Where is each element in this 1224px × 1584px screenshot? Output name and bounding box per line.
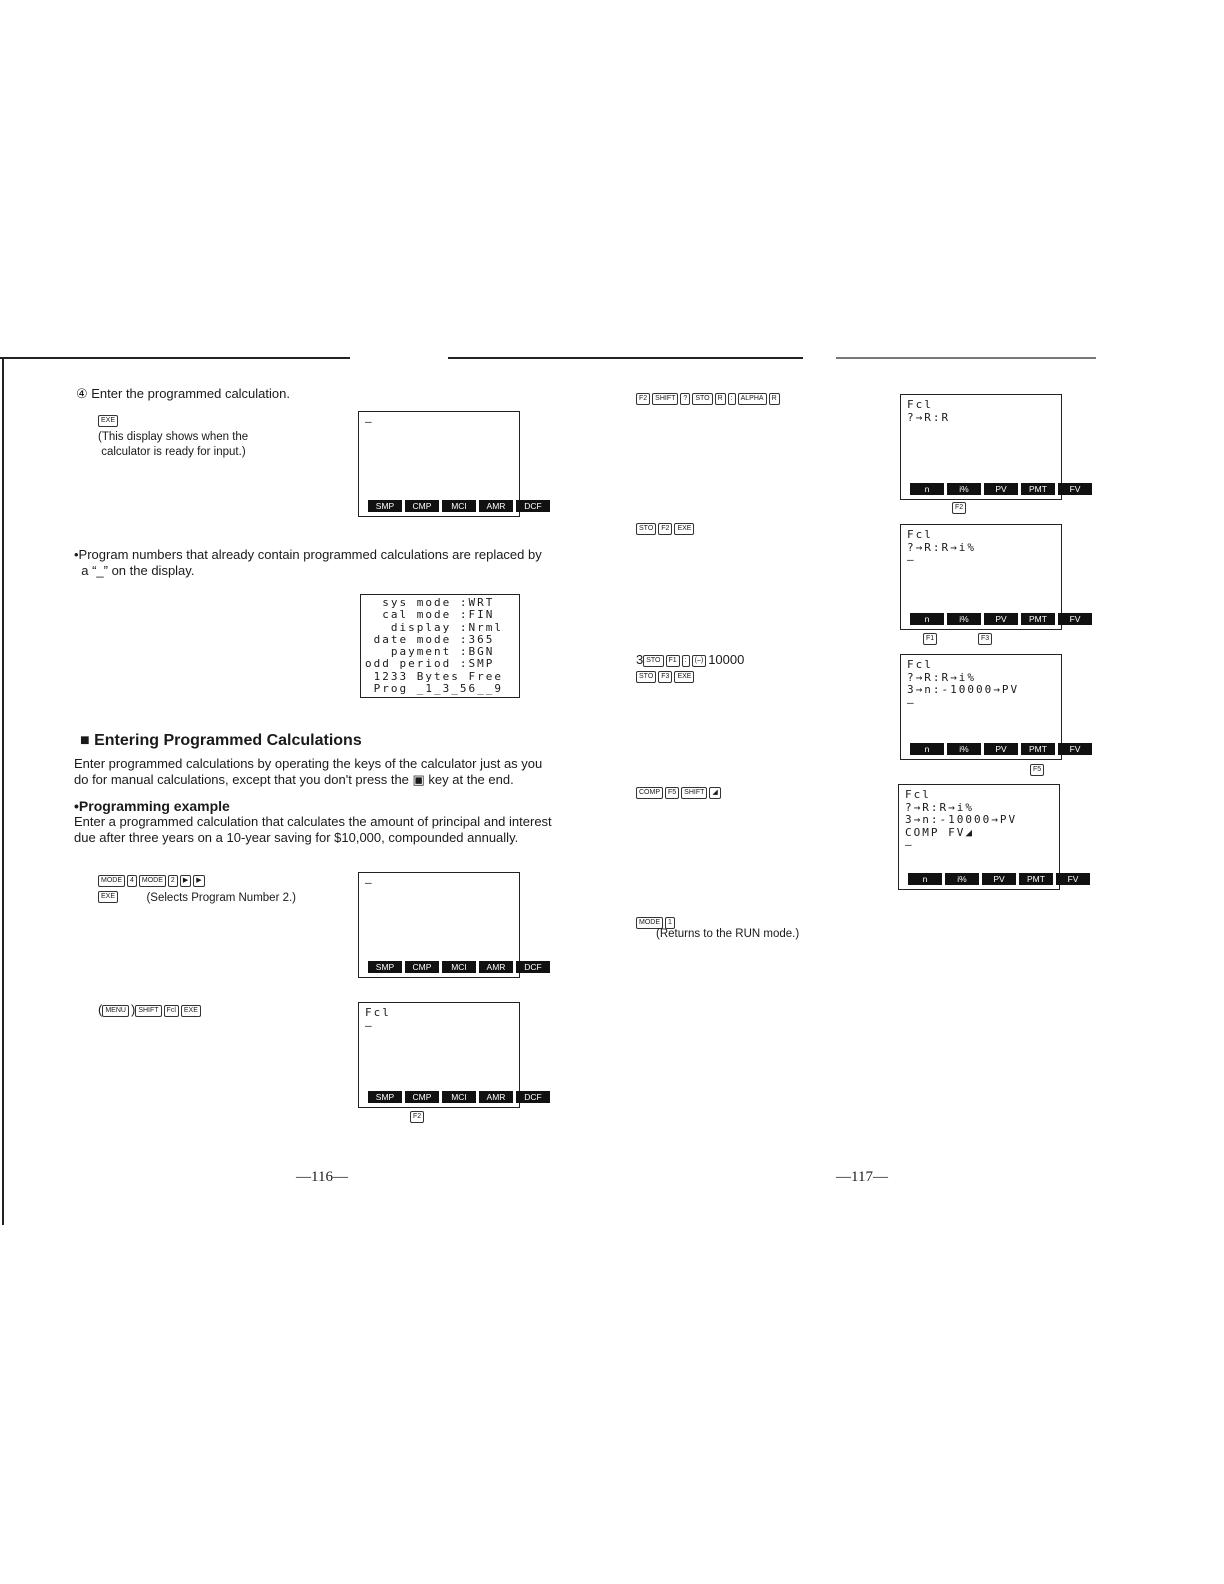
- key-: :: [728, 393, 736, 405]
- lcd-line: –: [907, 553, 916, 566]
- key-f5: F5: [665, 787, 679, 799]
- key-sequence-c: [636, 390, 782, 405]
- lcd-display-7: [898, 784, 1079, 890]
- lcd-line: ?→R:R→i%: [907, 540, 976, 554]
- key-fcl: Fcl: [164, 1005, 179, 1017]
- lcd-lines: [905, 789, 1017, 852]
- key-sto: STO: [692, 393, 712, 405]
- softkey-cmp: CMP: [405, 500, 439, 512]
- softkey-pmt: PMT: [1021, 613, 1055, 625]
- softkey-n: n: [910, 483, 944, 495]
- lcd-display-2: [358, 872, 542, 978]
- exe-note: (This display shows when the calculator is ready for input.): [98, 431, 249, 458]
- key-: ): [130, 1002, 136, 1017]
- key-2: 2: [168, 875, 178, 887]
- softkey-fv: FV: [1056, 873, 1090, 885]
- lcd-line: Fcl: [365, 1006, 391, 1019]
- key-sequence-e2: [636, 668, 696, 683]
- key-1: 1: [665, 917, 675, 929]
- lcd-softkeys: [907, 483, 1081, 495]
- sys-table-row: Prog _1_3_56__9: [365, 682, 503, 696]
- exe-key: EXE: [98, 415, 118, 427]
- key-sequence-a: [98, 872, 207, 887]
- softkey-cmp: CMP: [405, 961, 439, 973]
- key-f2: F2: [658, 523, 672, 535]
- key-: ▶: [180, 875, 191, 887]
- section-body: Enter programmed calculations by operating the keys of the calculator just as you do for manual calculations, except that you don't press the ▣ key at the end.: [74, 756, 543, 787]
- key-shift: SHIFT: [135, 1005, 161, 1017]
- sys-table-row: cal mode :FIN: [365, 608, 495, 622]
- lcd-lines: [907, 399, 950, 424]
- key-: ▶: [193, 875, 204, 887]
- lcd-line: 3→n:-10000→PV: [905, 813, 1018, 826]
- softkey-amr: AMR: [479, 961, 513, 973]
- softkey-i: i%: [947, 483, 981, 495]
- softkey-pv: PV: [984, 483, 1018, 495]
- lcd-line: –: [907, 695, 916, 709]
- key-comp: COMP: [636, 787, 663, 799]
- sys-table-row: date mode :365: [365, 632, 495, 646]
- key-: ◢: [709, 787, 720, 799]
- lcd-display-6: [900, 654, 1081, 760]
- key-alpha: ALPHA: [738, 393, 767, 405]
- lcd-line: –: [365, 415, 374, 428]
- key-mode: MODE: [636, 917, 663, 929]
- key-menu: MENU: [102, 1005, 129, 1017]
- page-number-right: —117—: [836, 1169, 888, 1185]
- sys-table-row: 1233 Bytes Free: [365, 669, 503, 683]
- softkey-mci: MCI: [442, 500, 476, 512]
- sys-table-row: payment :BGN: [365, 645, 495, 659]
- lcd-softkeys: [907, 743, 1081, 755]
- lcd-softkeys: [365, 961, 542, 973]
- softkey-dcf: DCF: [516, 1091, 550, 1103]
- softkey-dcf: DCF: [516, 961, 550, 973]
- lcd-display-5: [900, 524, 1081, 630]
- keys-g-note: (Returns to the RUN mode.): [656, 928, 800, 940]
- key-: :: [682, 655, 690, 667]
- key-mode: MODE: [98, 875, 125, 887]
- lcd-line: ?→R:R→i%: [905, 800, 974, 814]
- left-binding-edge: [2, 357, 4, 1225]
- exe-key: EXE: [98, 891, 118, 903]
- sys-table-row: display :Nrml: [365, 620, 503, 634]
- keys-a2-note: (Selects Program Number 2.): [146, 892, 297, 904]
- lcd-lines: [907, 529, 976, 567]
- softkey-n: n: [910, 743, 944, 755]
- softkey-pv: PV: [984, 613, 1018, 625]
- key-shift: SHIFT: [681, 787, 707, 799]
- softkey-dcf: DCF: [516, 500, 550, 512]
- lcd-line: Fcl: [907, 658, 933, 671]
- key-mode: MODE: [139, 875, 166, 887]
- key-sequence-f: [636, 784, 723, 799]
- key-: (: [98, 1002, 103, 1017]
- lcd-line: Fcl: [907, 528, 933, 541]
- softkey-n: n: [908, 873, 942, 885]
- softkey-fv: FV: [1058, 613, 1092, 625]
- lcd-line: ?→R:R→i%: [907, 670, 976, 684]
- key-exe: EXE: [674, 523, 694, 535]
- softkey-smp: SMP: [368, 1091, 402, 1103]
- example-title: •Programming example: [74, 798, 230, 814]
- lcd-line: –: [365, 1018, 374, 1032]
- softkey-i: i%: [947, 743, 981, 755]
- softkey-n: n: [910, 613, 944, 625]
- softkey-pmt: PMT: [1019, 873, 1053, 885]
- lcd-softkeys: [365, 500, 542, 512]
- lcd-softkeys: [365, 1091, 542, 1103]
- f5-key-label: F5: [1030, 764, 1044, 776]
- lcd-softkeys: [907, 613, 1081, 625]
- f1-key-label: F1: [923, 633, 937, 645]
- key-f1: F1: [666, 655, 680, 667]
- lcd-display-4: [900, 394, 1081, 500]
- sys-mode-table: [360, 594, 520, 698]
- page-number-left: —116—: [296, 1169, 348, 1185]
- lcd-line: 3→n:-10000→PV: [907, 683, 1020, 696]
- lcd-line: –: [905, 838, 914, 851]
- softkey-amr: AMR: [479, 500, 513, 512]
- lcd-line: ?→R:R: [907, 410, 951, 424]
- key-sto: STO: [636, 671, 656, 683]
- example-body: Enter a programmed calculation that calculates the amount of principal and interest due after three years on a 10-year saving for $10,000, compounded annually.: [74, 814, 552, 845]
- lcd-lines: [365, 877, 374, 890]
- f3-key-label: F3: [978, 633, 992, 645]
- lcd-lines: [365, 1007, 391, 1032]
- sys-table-row: odd period :SMP: [365, 657, 495, 671]
- number-10000: 10000: [708, 652, 745, 667]
- key-exe: EXE: [181, 1005, 201, 1017]
- key-r: R: [769, 393, 780, 405]
- softkey-amr: AMR: [479, 1091, 513, 1103]
- lcd-line: Fcl: [905, 788, 931, 801]
- keys-e-list: [643, 652, 708, 667]
- lcd-line: COMP FV◢: [905, 825, 974, 839]
- key-sequence-b: [98, 1002, 203, 1017]
- softkey-smp: SMP: [368, 500, 402, 512]
- softkey-fv: FV: [1058, 483, 1092, 495]
- lcd-line: Fcl: [907, 398, 933, 411]
- softkey-mci: MCI: [442, 1091, 476, 1103]
- key-exe: EXE: [674, 671, 694, 683]
- softkey-pmt: PMT: [1021, 743, 1055, 755]
- key-sto: STO: [636, 523, 656, 535]
- f2-key-label: F2: [952, 502, 966, 514]
- top-rule-left: [0, 357, 350, 359]
- f2-key-label: F2: [410, 1111, 424, 1123]
- key-f2: F2: [636, 393, 650, 405]
- key-f3: F3: [658, 671, 672, 683]
- softkey-cmp: CMP: [405, 1091, 439, 1103]
- key-4: 4: [127, 875, 137, 887]
- lcd-softkeys: [905, 873, 1079, 885]
- softkey-pv: PV: [982, 873, 1016, 885]
- digit-3: 3: [636, 652, 644, 667]
- key-sequence-e: [636, 652, 744, 667]
- lcd-display-3: [358, 1002, 542, 1108]
- softkey-pmt: PMT: [1021, 483, 1055, 495]
- softkey-pv: PV: [984, 743, 1018, 755]
- softkey-smp: SMP: [368, 961, 402, 973]
- key-sto: STO: [643, 655, 663, 667]
- softkey-mci: MCI: [442, 961, 476, 973]
- key-: ?: [680, 393, 690, 405]
- section-title: ■ Entering Programmed Calculations: [80, 732, 362, 749]
- top-rule-middle: [448, 357, 803, 359]
- lcd-line: –: [365, 876, 374, 889]
- softkey-i: i%: [945, 873, 979, 885]
- top-rule-right: [836, 357, 1096, 359]
- lcd-lines: [907, 659, 1019, 709]
- key-shift: SHIFT: [652, 393, 678, 405]
- lcd-lines: [365, 416, 374, 429]
- softkey-i: i%: [947, 613, 981, 625]
- key-sequence-d: [636, 520, 696, 535]
- bullet-note: •Program numbers that already contain programmed calculations are replaced by a “_” on the display.: [74, 547, 542, 578]
- key-: (–): [692, 655, 707, 667]
- sys-table-row: sys mode :WRT: [365, 596, 495, 609]
- key-r: R: [715, 393, 726, 405]
- softkey-fv: FV: [1058, 743, 1092, 755]
- lcd-display-1: [358, 411, 542, 517]
- step4-heading: ④ Enter the programmed calculation.: [76, 386, 290, 401]
